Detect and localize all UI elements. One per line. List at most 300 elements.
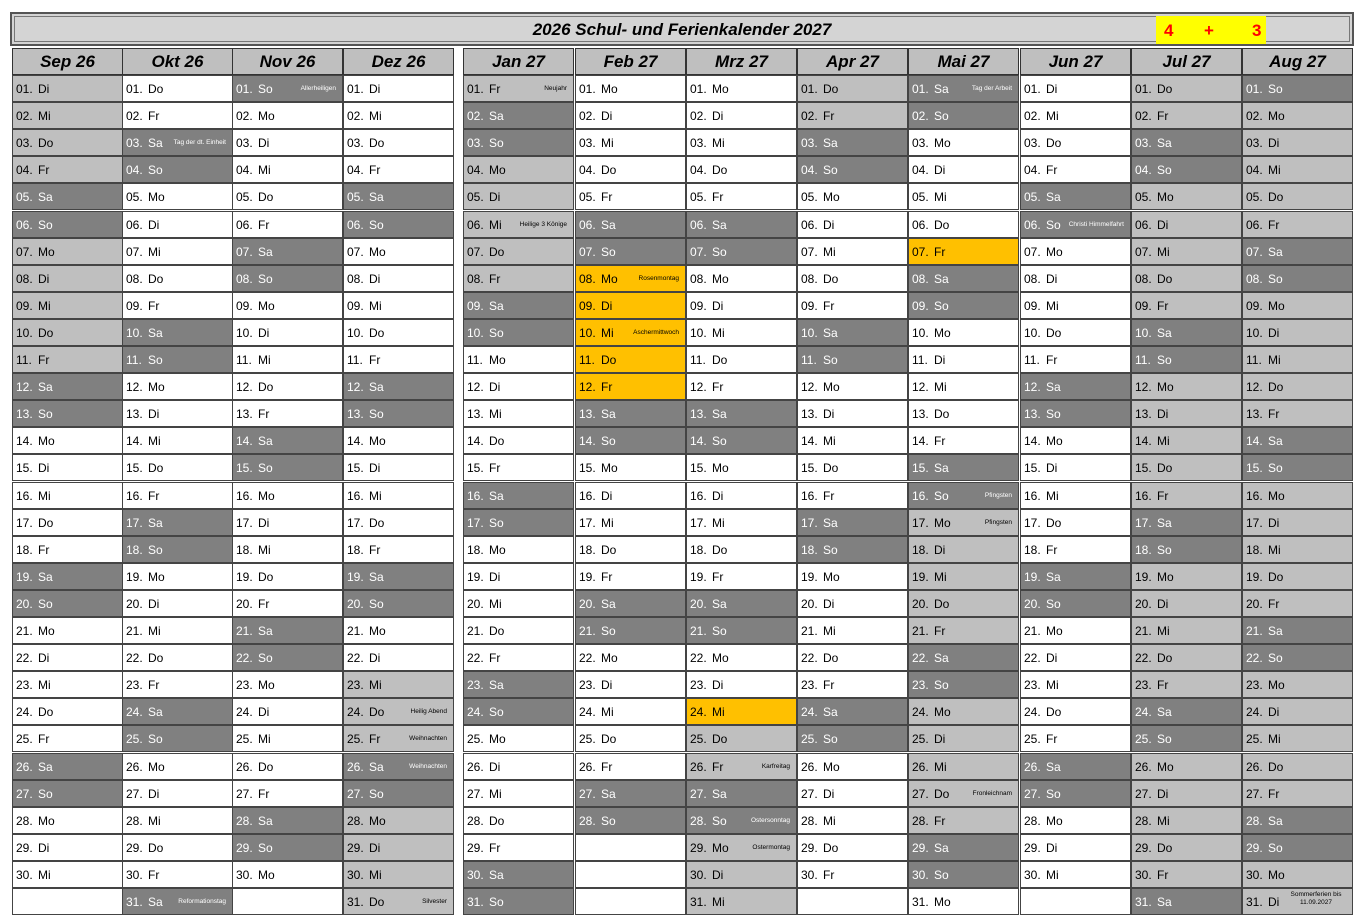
weekday-label: Mo	[1268, 109, 1285, 124]
day-number: 23.	[467, 678, 484, 693]
weekday-label: Fr	[258, 407, 270, 422]
day-cell	[686, 671, 797, 698]
weekday-label: Mo	[1268, 678, 1285, 693]
day-number: 09.	[1135, 298, 1152, 313]
day-number: 09.	[579, 298, 596, 313]
day-number: 13.	[236, 407, 253, 422]
weekday-label: Di	[1268, 325, 1280, 340]
day-number: 07.	[1135, 244, 1152, 259]
day-cell	[1131, 861, 1242, 888]
day-number: 04.	[1246, 163, 1263, 178]
weekday-label: Mo	[148, 380, 165, 395]
day-cell	[232, 427, 343, 454]
day-cell	[797, 346, 908, 373]
weekday-label: Sa	[1046, 380, 1061, 395]
day-cell	[575, 807, 686, 834]
weekday-label: Fr	[489, 651, 501, 666]
day-cell	[575, 671, 686, 698]
weekday-label: Do	[934, 786, 950, 801]
day-cell	[343, 156, 454, 183]
weekday-label: Mi	[38, 298, 51, 313]
day-number: 28.	[1024, 813, 1041, 828]
day-number: 29.	[1246, 840, 1263, 855]
weekday-label: Mi	[823, 244, 836, 259]
day-cell	[908, 590, 1019, 617]
day-cell	[12, 454, 123, 481]
day-number: 09.	[1246, 298, 1263, 313]
day-number: 21.	[126, 624, 143, 638]
weekday-label: Di	[823, 217, 835, 232]
day-cell	[1020, 400, 1131, 427]
weekday-label: Fr	[1046, 542, 1058, 557]
day-cell	[1131, 211, 1242, 238]
weekday-label: Mi	[934, 759, 947, 774]
weekday-label: Mo	[258, 109, 275, 124]
day-cell	[232, 156, 343, 183]
weekday-label: Mo	[1046, 244, 1063, 259]
day-cell	[686, 753, 797, 780]
weekday-label: Sa	[148, 136, 163, 151]
weekday-label: Mo	[1268, 867, 1285, 882]
weekday-label: Sa	[1046, 569, 1061, 584]
weekday-label: Mi	[1046, 488, 1059, 503]
weekday-label: Mi	[489, 786, 502, 801]
day-cell	[12, 861, 123, 888]
day-number: 02.	[126, 109, 143, 124]
holiday-note: Allerheiligen	[300, 85, 336, 92]
day-cell	[797, 482, 908, 509]
weekday-label: Mo	[934, 895, 951, 909]
weekday-label: Do	[369, 136, 385, 151]
day-number: 27.	[1135, 786, 1152, 801]
day-cell	[1131, 319, 1242, 346]
day-number: 08.	[1135, 271, 1152, 286]
day-cell	[463, 780, 574, 807]
day-number: 25.	[236, 732, 253, 747]
day-number: 01.	[801, 82, 818, 96]
day-cell	[122, 75, 233, 102]
weekday-label: Di	[934, 353, 946, 367]
weekday-label: Sa	[1268, 244, 1283, 259]
day-cell	[908, 454, 1019, 481]
day-cell	[908, 861, 1019, 888]
day-cell	[575, 509, 686, 536]
day-number: 23.	[347, 678, 364, 693]
day-number: 24.	[1135, 705, 1152, 720]
day-cell	[232, 861, 343, 888]
day-number: 27.	[912, 786, 929, 801]
day-cell	[12, 346, 123, 373]
weekday-label: Mi	[148, 813, 161, 828]
day-cell	[12, 671, 123, 698]
weekday-label: Fr	[934, 434, 946, 449]
weekday-label: So	[601, 244, 616, 259]
day-number: 19.	[1135, 569, 1152, 584]
day-cell	[343, 129, 454, 156]
weekday-label: Mi	[1268, 542, 1281, 557]
day-cell	[343, 238, 454, 265]
weekday-label: Do	[258, 569, 274, 584]
weekday-label: So	[258, 82, 273, 96]
day-cell	[908, 265, 1019, 292]
day-cell	[575, 75, 686, 102]
month-header: Jan 27	[463, 48, 574, 75]
weekday-label: Mi	[601, 325, 614, 340]
day-cell	[122, 211, 233, 238]
weekday-label: Fr	[148, 488, 160, 503]
day-number: 29.	[912, 840, 929, 855]
weekday-label: Sa	[823, 515, 838, 530]
day-number: 22.	[347, 651, 364, 666]
day-cell	[12, 482, 123, 509]
weekday-label: Sa	[1157, 325, 1172, 340]
day-number: 20.	[467, 596, 484, 611]
weekday-label: Do	[601, 542, 617, 557]
weekday-label: Di	[148, 786, 160, 801]
day-number: 11.	[579, 353, 595, 367]
day-cell	[1131, 671, 1242, 698]
day-cell	[686, 888, 797, 915]
day-number: 18.	[347, 542, 364, 557]
day-cell	[686, 292, 797, 319]
day-cell	[575, 265, 686, 292]
weekday-label: Do	[1268, 759, 1284, 774]
weekday-label: Do	[1157, 651, 1173, 666]
weekday-label: Mi	[601, 515, 614, 530]
day-number: 12.	[690, 380, 707, 395]
day-number: 16.	[801, 488, 818, 503]
day-cell	[908, 183, 1019, 210]
weekday-label: Di	[601, 488, 613, 503]
day-cell	[232, 319, 343, 346]
weekday-label: So	[1268, 840, 1283, 855]
day-number: 01.	[579, 82, 596, 96]
day-number: 12.	[1246, 380, 1263, 395]
day-number: 08.	[1246, 271, 1263, 286]
day-cell	[232, 373, 343, 400]
weekday-label: Do	[148, 651, 164, 666]
day-cell	[463, 617, 574, 644]
day-number: 13.	[126, 407, 143, 422]
day-number: 22.	[126, 651, 143, 666]
day-cell	[232, 753, 343, 780]
day-number: 15.	[126, 461, 143, 476]
day-number: 19.	[16, 569, 33, 584]
day-number: 04.	[1135, 163, 1152, 178]
day-cell	[122, 590, 233, 617]
day-cell	[122, 346, 233, 373]
day-cell	[1131, 536, 1242, 563]
weekday-label: Mi	[258, 732, 271, 747]
day-cell	[1020, 292, 1131, 319]
holiday-note: Aschermittwoch	[633, 328, 679, 336]
day-cell	[575, 563, 686, 590]
day-cell	[463, 725, 574, 752]
day-cell	[797, 400, 908, 427]
day-cell	[12, 807, 123, 834]
day-cell	[343, 75, 454, 102]
day-number: 01.	[1246, 82, 1263, 96]
weekday-label: Fr	[369, 353, 381, 367]
day-cell	[797, 590, 908, 617]
weekday-label: Do	[369, 515, 385, 530]
day-cell	[12, 509, 123, 536]
weekday-label: Mi	[601, 705, 614, 720]
day-number: 11.	[236, 353, 252, 367]
day-cell	[1242, 644, 1353, 671]
weekday-label: Sa	[489, 867, 504, 882]
weekday-label: Sa	[1157, 895, 1172, 909]
weekday-label: Mi	[258, 163, 271, 178]
weekday-label: Di	[1046, 651, 1058, 666]
day-number: 18.	[467, 542, 484, 557]
holiday-note: Rosenmontag	[638, 274, 679, 282]
day-number: 30.	[126, 867, 143, 882]
weekday-label: Mo	[489, 353, 506, 367]
weekday-label: Do	[934, 596, 950, 611]
weekday-label: Di	[148, 596, 160, 611]
day-cell	[686, 834, 797, 861]
day-number: 20.	[126, 596, 143, 611]
holiday-note: Christi Himmelfahrt	[1068, 220, 1124, 228]
weekday-label: Mo	[38, 244, 55, 259]
day-cell	[232, 644, 343, 671]
day-cell	[1131, 888, 1242, 915]
weekday-label: Di	[258, 136, 270, 151]
day-cell	[12, 129, 123, 156]
day-number: 22.	[801, 651, 818, 666]
weekday-label: Mi	[369, 678, 382, 693]
weekday-label: Do	[823, 82, 839, 96]
day-cell	[1242, 102, 1353, 129]
day-number: 31.	[1135, 895, 1152, 909]
day-number: 21.	[236, 624, 253, 638]
weekday-label: Do	[712, 732, 728, 747]
day-cell	[908, 319, 1019, 346]
weekday-label: So	[1046, 786, 1061, 801]
weekday-label: So	[148, 353, 163, 367]
weekday-label: Mo	[258, 298, 275, 313]
weekday-label: Fr	[712, 759, 724, 774]
day-cell	[12, 427, 123, 454]
weekday-label: Do	[934, 217, 950, 232]
day-number: 01.	[1024, 82, 1041, 96]
weekday-label: Sa	[601, 786, 616, 801]
weekday-label: Sa	[148, 895, 163, 909]
day-number: 24.	[690, 705, 707, 720]
weekday-label: Fr	[38, 353, 50, 367]
day-number: 15.	[467, 461, 484, 476]
day-number: 01.	[16, 82, 33, 96]
day-number: 24.	[1246, 705, 1263, 720]
day-cell	[122, 536, 233, 563]
day-cell	[1020, 346, 1131, 373]
day-number: 14.	[16, 434, 33, 449]
weekday-label: Sa	[258, 813, 273, 828]
day-cell	[1020, 265, 1131, 292]
day-number: 22.	[236, 651, 253, 666]
day-cell	[797, 319, 908, 346]
day-number: 11.	[467, 353, 483, 367]
weekday-label: Mi	[712, 136, 725, 151]
weekday-label: Sa	[369, 190, 384, 205]
day-cell	[232, 482, 343, 509]
day-number: 15.	[347, 461, 364, 476]
day-number: 04.	[347, 163, 364, 178]
day-number: 24.	[126, 705, 143, 720]
weekday-label: Fr	[1268, 596, 1280, 611]
weekday-label: So	[148, 163, 163, 178]
day-cell	[686, 183, 797, 210]
day-cell	[797, 211, 908, 238]
day-number: 14.	[347, 434, 364, 449]
day-cell	[122, 400, 233, 427]
day-cell	[1242, 509, 1353, 536]
day-number: 23.	[126, 678, 143, 693]
day-number: 14.	[801, 434, 818, 449]
weekday-label: Fr	[1046, 353, 1058, 367]
weekday-label: Fr	[712, 569, 724, 584]
day-cell	[797, 536, 908, 563]
day-number: 29.	[801, 840, 818, 855]
day-cell	[343, 319, 454, 346]
weekday-label: Sa	[1268, 434, 1283, 449]
weekday-label: Sa	[601, 407, 616, 422]
day-cell	[1131, 590, 1242, 617]
day-cell	[122, 482, 233, 509]
day-number: 12.	[467, 380, 484, 395]
weekday-label: Fr	[489, 461, 501, 476]
weekday-label: So	[1157, 542, 1172, 557]
weekday-label: Mo	[823, 190, 840, 205]
day-number: 07.	[579, 244, 596, 259]
day-cell	[1242, 292, 1353, 319]
day-cell	[686, 156, 797, 183]
day-number: 17.	[236, 515, 253, 530]
day-cell	[797, 807, 908, 834]
day-cell	[1242, 319, 1353, 346]
day-number: 29.	[347, 840, 364, 855]
day-cell	[122, 427, 233, 454]
day-cell	[908, 563, 1019, 590]
weekday-label: So	[712, 434, 727, 449]
day-number: 03.	[912, 136, 929, 151]
weekday-label: Do	[1157, 840, 1173, 855]
day-number: 10.	[1246, 325, 1263, 340]
day-cell	[686, 780, 797, 807]
day-number: 12.	[912, 380, 929, 395]
day-cell	[122, 780, 233, 807]
weekday-label: Di	[1268, 136, 1280, 151]
weekday-label: Fr	[712, 190, 724, 205]
weekday-label: Do	[601, 732, 617, 747]
day-cell	[1242, 861, 1353, 888]
day-number: 05.	[801, 190, 818, 205]
weekday-label: So	[601, 434, 616, 449]
day-cell	[575, 590, 686, 617]
day-cell	[343, 346, 454, 373]
day-cell	[122, 725, 233, 752]
day-number: 08.	[579, 271, 596, 286]
weekday-label: Sa	[1157, 515, 1172, 530]
day-cell	[12, 536, 123, 563]
day-number: 15.	[1246, 461, 1263, 476]
day-number: 30.	[236, 867, 253, 882]
day-cell	[463, 888, 574, 915]
weekday-label: Mo	[934, 705, 951, 720]
day-number: 28.	[579, 813, 596, 828]
weekday-label: So	[934, 488, 949, 503]
day-number: 17.	[579, 515, 596, 530]
weekday-label: Di	[1046, 82, 1058, 96]
day-number: 18.	[912, 542, 929, 557]
day-number: 08.	[126, 271, 143, 286]
weekday-label: Sa	[1046, 759, 1061, 774]
day-cell	[1242, 211, 1353, 238]
weekday-label: Do	[148, 82, 164, 96]
day-number: 20.	[912, 596, 929, 611]
day-number: 24.	[236, 705, 253, 720]
weekday-label: Sa	[934, 82, 949, 96]
day-cell	[463, 156, 574, 183]
day-cell	[463, 807, 574, 834]
day-cell	[575, 211, 686, 238]
weekday-label: Fr	[1046, 732, 1058, 747]
weekday-label: So	[38, 407, 53, 422]
weekday-label: Do	[489, 244, 505, 259]
weekday-label: So	[712, 624, 727, 638]
day-number: 01.	[690, 82, 707, 96]
weekday-label: Do	[712, 353, 728, 367]
weekday-label: Di	[712, 678, 724, 693]
day-number: 21.	[579, 624, 596, 638]
weekday-label: Sa	[601, 596, 616, 611]
day-cell	[1020, 861, 1131, 888]
day-cell	[575, 617, 686, 644]
day-number: 03.	[347, 136, 364, 151]
weekday-label: Mi	[258, 542, 271, 557]
weekday-label: So	[38, 786, 53, 801]
day-cell	[232, 183, 343, 210]
weekday-label: Mi	[148, 624, 161, 638]
day-number: 22.	[1024, 651, 1041, 666]
day-cell	[1020, 725, 1131, 752]
month-header: Jul 27	[1131, 48, 1242, 75]
day-cell	[908, 427, 1019, 454]
day-number: 04.	[801, 163, 818, 178]
month-header: Mai 27	[908, 48, 1019, 75]
weekday-label: Di	[369, 840, 381, 855]
day-number: 09.	[126, 298, 143, 313]
holiday-note: Fronleichnam	[972, 789, 1012, 797]
day-number: 12.	[236, 380, 253, 395]
weekday-label: Sa	[258, 244, 273, 259]
day-number: 25.	[126, 732, 143, 747]
day-number: 10.	[690, 325, 707, 340]
weekday-label: Mo	[1046, 813, 1063, 828]
day-number: 02.	[801, 109, 818, 124]
day-number: 27.	[1024, 786, 1041, 801]
weekday-label: Fr	[934, 624, 946, 638]
day-cell	[1131, 698, 1242, 725]
day-cell	[1020, 183, 1131, 210]
weekday-label: Sa	[258, 624, 273, 638]
weekday-label: Do	[823, 651, 839, 666]
day-number: 21.	[801, 624, 818, 638]
day-cell	[908, 725, 1019, 752]
day-number: 20.	[1135, 596, 1152, 611]
day-cell	[1242, 888, 1353, 915]
